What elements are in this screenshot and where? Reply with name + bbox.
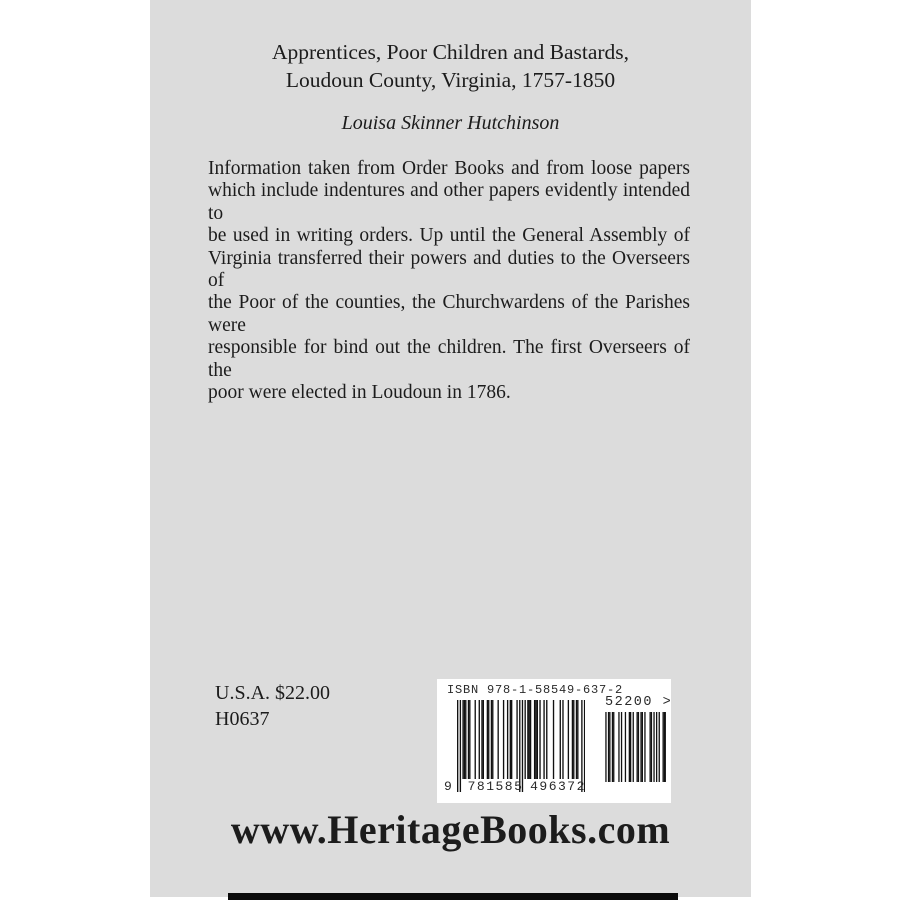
description-line: Virginia transferred their powers and duties to the Overseers of	[208, 247, 690, 292]
description-line: poor were elected in Loudoun in 1786.	[208, 382, 511, 404]
publisher-website: www.HeritageBooks.com	[230, 807, 671, 852]
description-line: responsible for bind out the children. The first Overseers of the	[208, 337, 690, 381]
bottom-black-bar	[228, 893, 678, 900]
author-name: Louisa Skinner Hutchinson	[341, 112, 560, 134]
barcode-digit-group2: 496372	[530, 779, 586, 794]
description-line: the Poor of the counties, the Churchwardens of the Parishes were	[208, 292, 690, 336]
isbn-number-label: ISBN 978-1-58549-637-2	[447, 683, 624, 697]
description-paragraph	[208, 158, 690, 404]
ean5-addon-barcode-bars	[604, 712, 666, 782]
isbn-barcode	[437, 679, 671, 803]
catalog-number: H0637	[215, 708, 270, 730]
barcode-addon-label: 52200 >	[605, 695, 673, 710]
description-line: be used in writing orders. Up until the General Assembly of	[208, 225, 690, 247]
barcode-digit-prefix: 9	[444, 779, 452, 794]
description-line: Information taken from Order Books and from loose papers	[208, 158, 690, 179]
description-line: which include indentures and other papers evidently intended to	[208, 180, 690, 224]
book-title-line1: Apprentices, Poor Children and Bastards,	[271, 40, 630, 64]
book-back-cover	[150, 0, 751, 897]
barcode-digit-group1: 781585	[467, 779, 524, 794]
price-usa: U.S.A. $22.00	[215, 682, 331, 704]
book-title-line2: Loudoun County, Virginia, 1757-1850	[285, 68, 616, 92]
book-title	[150, 38, 751, 94]
price-block	[215, 680, 330, 732]
